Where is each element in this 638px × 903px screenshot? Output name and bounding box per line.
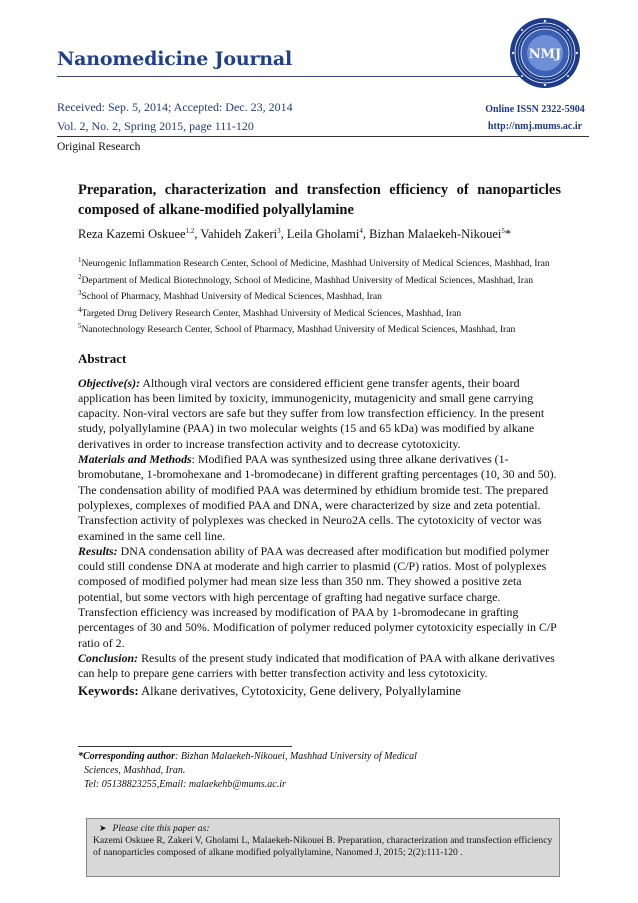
affiliation-number: 2 (78, 272, 82, 281)
abstract-heading: Abstract (78, 350, 127, 366)
author-name: Vahideh Zakeri (200, 227, 278, 242)
footnote-label: *Corresponding author (78, 751, 175, 762)
affiliation-number: 5 (78, 322, 82, 331)
affiliation-number: 1 (78, 256, 82, 265)
keywords-text: Alkane derivatives, Cytotoxicity, Gene delivery, Polyallylamine (138, 683, 461, 698)
affiliation-text: Nanotechnology Research Center, School of Pharmacy, Mashhad University of Medical Sciences, Mashhad, Iran (81, 324, 516, 336)
author-name: Bizhan Malaekeh-Nikouei (369, 227, 502, 242)
affiliation (78, 320, 561, 336)
volume-info: Vol. 2, No. 2, Spring 2015, page 111-120 (57, 119, 254, 133)
keywords-label: Keywords: (78, 682, 139, 698)
journal-seal-icon (509, 17, 581, 89)
affiliation-text: Neurogenic Inflammation Research Center, School of Medicine, Mashhad University of Medical Sciences, Mashhad, Iran (81, 258, 550, 270)
submission-info (57, 98, 293, 136)
footnote-line-2: Sciences, Mashhad, Iran. (84, 765, 186, 776)
abstract-results (78, 544, 561, 651)
author-name: Leila Gholami (286, 227, 360, 242)
affiliation-number: 3 (78, 289, 82, 298)
article-type: Original Research (57, 141, 141, 153)
author-affiliation-mark: 1,2 (185, 227, 195, 235)
journal-title-rule (57, 76, 527, 77)
footnote-contact: Tel: 05138823255,Email: malaekehb@mums.ac.ir (84, 779, 286, 790)
author-separator: * (504, 227, 512, 242)
abstract-body (78, 376, 561, 682)
journal-url[interactable]: http://nmj.mums.ac.ir (487, 121, 583, 132)
citation-heading-row (93, 823, 553, 835)
footnote-rule (78, 746, 292, 747)
footnote-line-1: : Bizhan Malaekeh-Nikouei, Mashhad University of Medical (174, 751, 417, 762)
affiliation-number: 4 (78, 305, 82, 314)
author-affiliation-mark: 4 (359, 227, 363, 235)
affiliation-text: Targeted Drug Delivery Research Center, Mashhad University of Medical Sciences, Mashhad, Iran (81, 307, 462, 319)
section-text: : Modified PAA was synthesized using three alkane derivatives (1-bromobutane, 1-bromohexane and 1-bromodecane) in different grafting percentages (10, 30 and 50). The condensation ability of modified PAA was determined by ethidium bromide test. The prepared polyplexes, complexes of modified PAA and DNA, were characterized by size and zeta potential. Transfection activity of polyplexes was checked in Neuro2A cells. The cytotoxicity of vector was examined in the same cell line. (78, 452, 557, 543)
received-date: Received: Sep. 5, 2014; Accepted: Dec. 23, 2014 (57, 100, 293, 114)
header-divider (57, 136, 589, 137)
affiliation-text: School of Pharmacy, Mashhad University of Medical Sciences, Mashhad, Iran (81, 291, 382, 303)
affiliation (78, 271, 561, 287)
abstract-objectives (78, 376, 561, 452)
author-separator: , (194, 227, 201, 242)
paper-title: Preparation, characterization and transfection efficiency of nanoparticles composed of alkane-modified polyallylamine (78, 182, 561, 218)
author-separator: , (362, 227, 370, 242)
citation-box (86, 818, 560, 877)
arrow-bullet-icon: ➤ (99, 824, 107, 834)
section-text: Results of the present study indicated that modification of PAA with alkane derivatives can help to prepare gene carriers with better transfection activity and less cytotoxicity. (78, 650, 555, 681)
section-text: Although viral vectors are considered efficient gene transfer agents, their board application has been limited by toxicity, immunogenicity, mutagenicity and small gene carrying capacity. Non-viral vectors are safe but they suffer from low transfection efficiency. In the present study, polyallylamine (PAA) in two molecular weights (15 and 65 kDa) was modified by alkane derivatives in order to increase transfection activity and to decrease cytotoxicity. (78, 375, 545, 451)
section-label: Conclusion: (78, 650, 139, 665)
corresponding-author-note (78, 750, 558, 792)
author-separator: , (280, 227, 287, 242)
affiliation (78, 254, 561, 270)
issn: Online ISSN 2322-5904 (485, 104, 585, 115)
section-text: DNA condensation ability of PAA was decreased after modification but modified polymer could still condense DNA at moderate and high carrier to plasmid (C/P) ratios. Most of polyplexes composed of modified polymer had mean size less than 350 nm. They showed a positive zeta potential, but some vectors with high percentage of grafting had negative surface charge. Transfection efficiency was increased by modification of PAA by 1-bromodecane in grafting percentages of 30 and 50%. Modification of polymer reduced polymer cytotoxicity especially in C/P ratio of 2. (78, 543, 557, 650)
logo-text: NMJ (528, 47, 562, 62)
abstract-methods (78, 452, 561, 544)
author-affiliation-mark: 5 (501, 227, 505, 235)
issn-info (455, 101, 615, 135)
journal-title: Nanomedicine Journal (57, 48, 292, 70)
section-label: Objective(s): (78, 375, 141, 390)
affiliation (78, 304, 561, 320)
author-name: Reza Kazemi Oskuee (78, 227, 186, 242)
citation-text: Kazemi Oskuee R, Zakeri V, Gholami L, Malaekeh-Nikouei B. Preparation, characterization and transfection efficiency of nanoparticles composed of alkane modified polyallylamine, Nanomed J, 2015; 2(2):111-120 . (93, 835, 553, 859)
affiliation-list (78, 254, 561, 336)
journal-logo (509, 17, 581, 89)
section-label: Materials and Methods (78, 452, 192, 467)
abstract-conclusion (78, 651, 561, 682)
author-list (78, 227, 561, 242)
affiliation-text: Department of Medical Biotechnology, School of Medicine, Mashhad University of Medical Sciences, Mashhad, Iran (81, 274, 533, 286)
section-label: Results: (78, 543, 118, 558)
author-affiliation-mark: 3 (277, 227, 281, 235)
article-content (78, 180, 561, 699)
citation-heading: Please cite this paper as: (112, 823, 210, 834)
keywords (78, 683, 561, 699)
affiliation (78, 287, 561, 303)
